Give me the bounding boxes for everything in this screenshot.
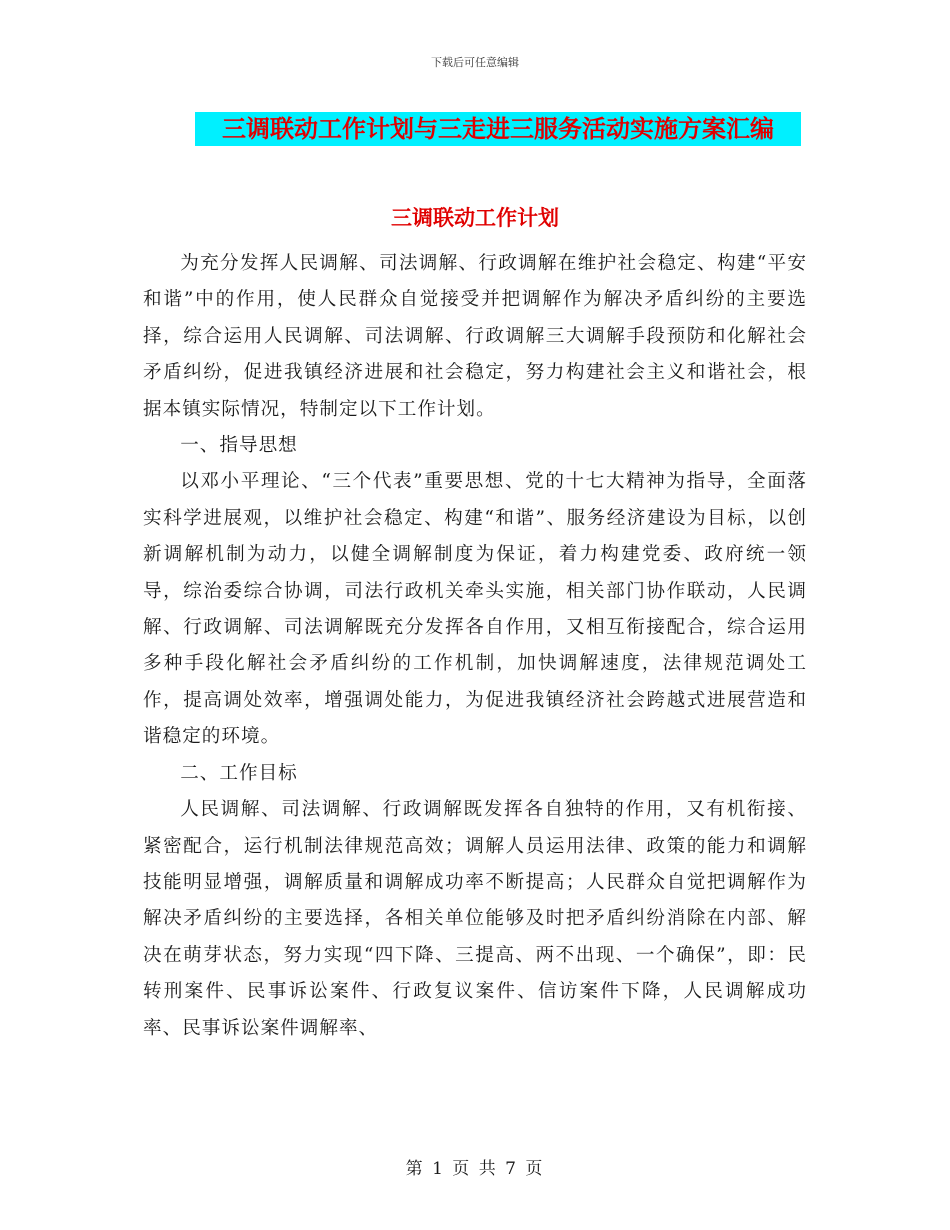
paragraph-guiding-ideology: 以邓小平理论、“三个代表”重要思想、党的十七大精神为指导，全面落实科学进展观，以维护社会稳定、构建“和谐”、服务经济建设为目标，以创新调解机制为动力，以健全调解制度为保证，着力构建党委、政府统一领导，综治委综合协调，司法行政机关牵头实施，相关部门协作联动，人民调解、行政调解、司法调解既充分发挥各自作用，又相互衔接配合，综合运用多种手段化解社会矛盾纠纷的工作机制，加快调解速度，法律规范调处工作，提高调处效率，增强调处能力，为促进我镇经济社会跨越式进展营造和谐稳定的环境。 bbox=[143, 471, 807, 748]
paragraph-intro: 为充分发挥人民调解、司法调解、行政调解在维护社会稳定、构建“平安和谐”中的作用，使人民群众自觉接受并把调解作为解决矛盾纠纷的主要选择，综合运用人民调解、司法调解、行政调解三大调解手段预防和化解社会矛盾纠纷，促进我镇经济进展和社会稳定，努力构建社会主义和谐社会，根据本镇实际情况，特制定以下工作计划。 bbox=[143, 253, 807, 420]
section-title: 三调联动工作计划 bbox=[391, 205, 559, 230]
document-body bbox=[143, 246, 807, 1047]
page-number-footer: 第 1 页 共 7 页 bbox=[405, 1159, 545, 1179]
paragraph-work-goals: 人民调解、司法调解、行政调解既发挥各自独特的作用，又有机衔接、紧密配合，运行机制法律规范高效；调解人员运用法律、政策的能力和调解技能明显增强，调解质量和调解成功率不断提高；人民群众自觉把调解作为解决矛盾纠纷的主要选择，各相关单位能够及时把矛盾纠纷消除在内部、解决在萌芽状态，努力实现“四下降、三提高、两不出现、一个确保”，即：民转刑案件、民事诉讼案件、行政复议案件、信访案件下降，人民调解成功率、民事诉讼案件调解率、 bbox=[143, 799, 807, 1039]
heading-work-goals: 二、工作目标 bbox=[180, 762, 298, 784]
heading-guiding-ideology: 一、指导思想 bbox=[180, 435, 298, 457]
header-note: 下载后可任意编辑 bbox=[431, 56, 519, 69]
document-title: 三调联动工作计划与三走进三服务活动实施方案汇编 bbox=[195, 112, 801, 146]
